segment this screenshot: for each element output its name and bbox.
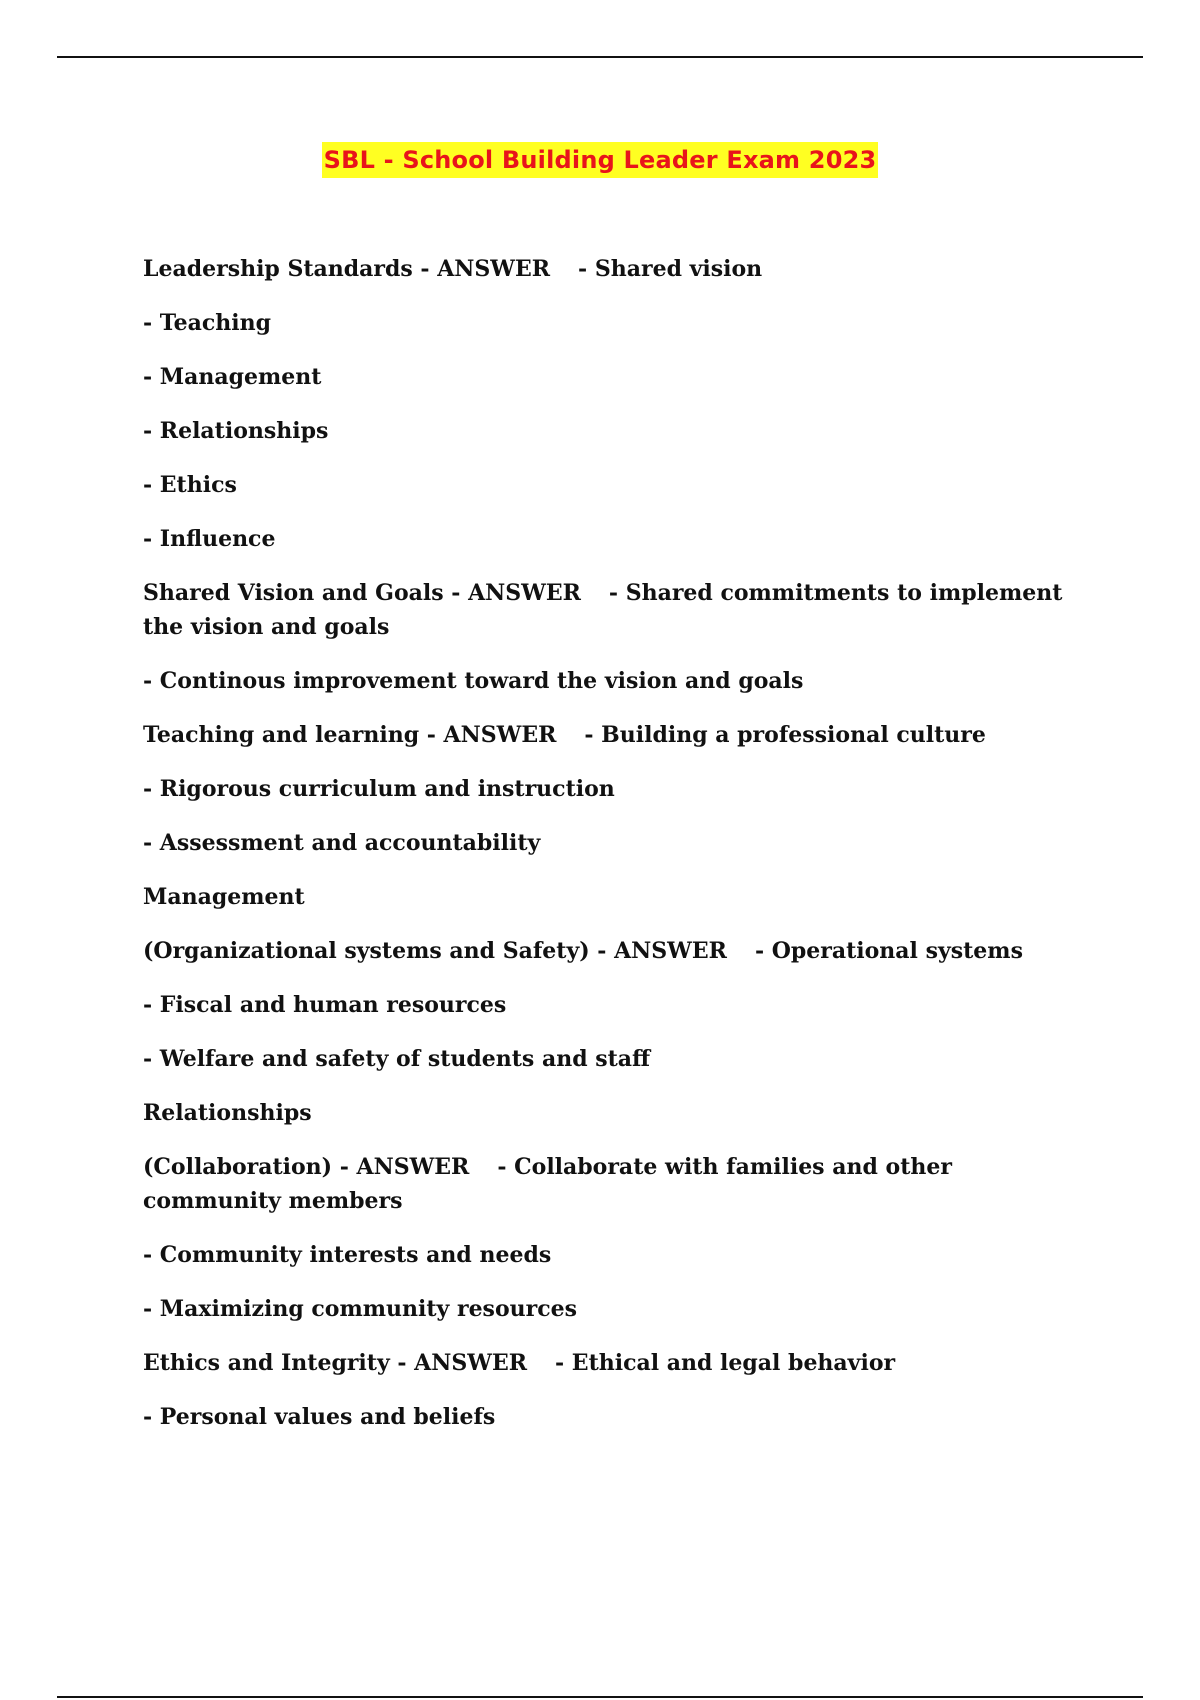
- bullet-line: - Rigorous curriculum and instruction: [143, 776, 615, 802]
- bullet-line: - Maximizing community resources: [143, 1296, 577, 1322]
- qa-entry: [143, 1346, 1073, 1380]
- top-rule: [57, 56, 1143, 58]
- qa-entry: [143, 934, 1073, 968]
- bullet-line: - Community interests and needs: [143, 1242, 552, 1268]
- entry-answer: - Shared vision: [578, 256, 763, 282]
- bullet-line: - Ethics: [143, 472, 237, 498]
- entry-answer: - Building a professional culture: [584, 722, 986, 748]
- bottom-rule: [57, 1696, 1143, 1698]
- qa-entry: [143, 1150, 1073, 1218]
- bullet-line: - Personal values and beliefs: [143, 1404, 496, 1430]
- entry-answer: - Collaborate with families and other community members: [143, 1154, 952, 1214]
- qa-entry: [143, 252, 1073, 286]
- bullet-line: - Welfare and safety of students and staff: [143, 1046, 651, 1072]
- section-heading: Relationships: [143, 1100, 312, 1126]
- bullet-line: - Assessment and accountability: [143, 830, 541, 856]
- document-title: SBL - School Building Leader Exam 2023: [322, 142, 879, 178]
- entry-term: (Organizational systems and Safety) - ANSWER: [143, 938, 727, 964]
- qa-entry: [143, 576, 1073, 644]
- entry-term: (Collaboration) - ANSWER: [143, 1154, 470, 1180]
- bullet-line: - Influence: [143, 526, 276, 552]
- entry-term: Leadership Standards - ANSWER: [143, 256, 551, 282]
- document-body: [143, 252, 1073, 1454]
- qa-entry: [143, 718, 1073, 752]
- title-container: [0, 142, 1200, 178]
- section-heading: Management: [143, 884, 305, 910]
- entry-answer: - Operational systems: [754, 938, 1023, 964]
- bullet-line: - Continous improvement toward the vision and goals: [143, 668, 804, 694]
- bullet-line: - Management: [143, 364, 322, 390]
- entry-term: Ethics and Integrity - ANSWER: [143, 1350, 528, 1376]
- entry-answer: - Shared commitments to implement the vision and goals: [143, 580, 1063, 640]
- bullet-line: - Fiscal and human resources: [143, 992, 507, 1018]
- bullet-line: - Relationships: [143, 418, 329, 444]
- entry-term: Teaching and learning - ANSWER: [143, 722, 557, 748]
- bullet-line: - Teaching: [143, 310, 272, 336]
- entry-term: Shared Vision and Goals - ANSWER: [143, 580, 581, 606]
- entry-answer: - Ethical and legal behavior: [555, 1350, 896, 1376]
